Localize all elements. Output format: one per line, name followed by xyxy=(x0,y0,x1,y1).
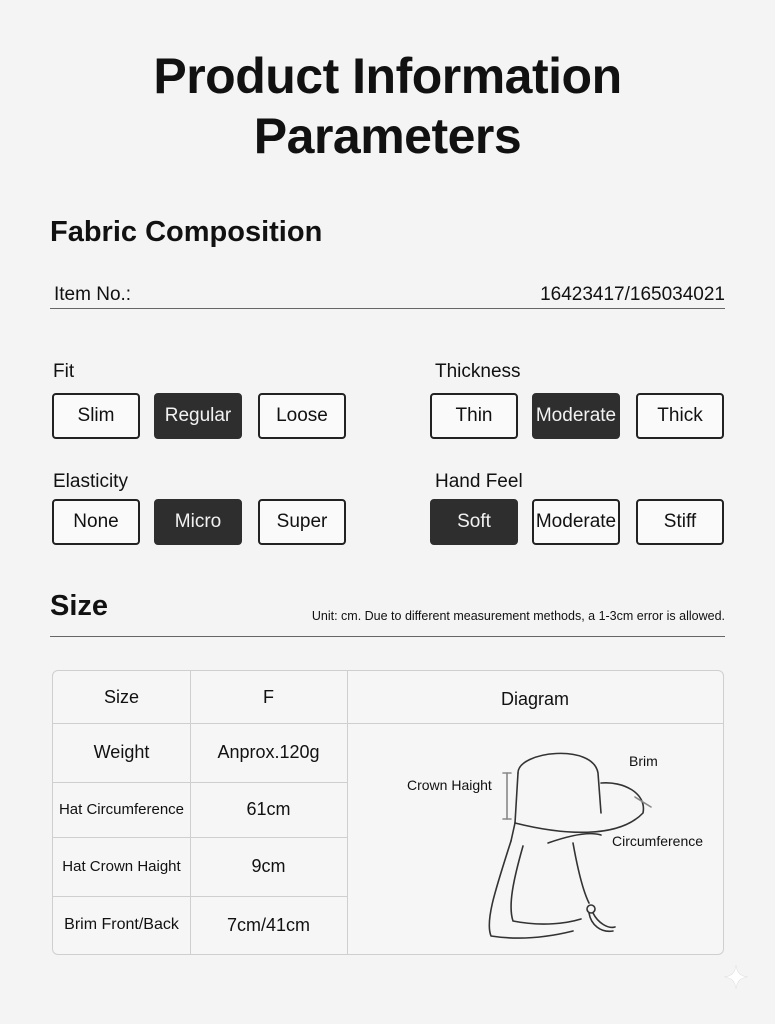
row-crown-label: Hat Crown Haight xyxy=(62,858,181,875)
row-brim-label: Brim Front/Back xyxy=(64,916,179,933)
fit-label: Fit xyxy=(53,361,75,382)
page-title xyxy=(0,46,775,166)
row-circumference-label: Hat Circumference xyxy=(58,801,185,818)
row-weight-value: Anprox.120g xyxy=(217,742,320,762)
thickness-option-thick: Thick xyxy=(636,393,724,439)
title-line-1: Product Information xyxy=(153,48,622,104)
hand-feel-option-moderate: Moderate xyxy=(532,499,620,545)
elasticity-option-super: Super xyxy=(258,499,346,545)
fit-option-slim: Slim xyxy=(52,393,140,439)
thickness-label: Thickness xyxy=(435,361,521,382)
diagram-label-brim: Brim xyxy=(629,753,658,769)
fabric-heading: Fabric Composition xyxy=(50,216,323,248)
row-circumference-value: 61cm xyxy=(246,799,291,819)
elasticity-option-micro: Micro xyxy=(154,499,242,545)
size-table xyxy=(52,670,724,955)
elasticity-option-none: None xyxy=(52,499,140,545)
item-number-value: 16423417/165034021 xyxy=(540,284,725,305)
row-brim-value: 7cm/41cm xyxy=(226,914,311,935)
elasticity-label: Elasticity xyxy=(53,471,128,492)
fit-option-regular: Regular xyxy=(154,393,242,439)
fit-option-loose: Loose xyxy=(258,393,346,439)
row-weight-label: Weight xyxy=(93,742,150,762)
item-number-label: Item No.: xyxy=(54,284,132,305)
header-size: Size xyxy=(103,686,139,707)
row-crown-value: 9cm xyxy=(251,856,286,876)
header-diagram: Diagram xyxy=(500,688,570,709)
header-f: F xyxy=(263,686,274,707)
thickness-option-thin: Thin xyxy=(430,393,518,439)
hand-feel-option-soft: Soft xyxy=(430,499,518,545)
sparkle-icon xyxy=(723,964,749,990)
size-divider xyxy=(50,636,725,637)
thickness-option-moderate: Moderate xyxy=(532,393,620,439)
size-heading: Size xyxy=(50,590,109,622)
hand-feel-label: Hand Feel xyxy=(435,471,523,492)
unit-note: Unit: cm. Due to different measurement methods, a 1-3cm error is allowed. xyxy=(311,609,725,623)
hand-feel-option-stiff: Stiff xyxy=(636,499,724,545)
diagram-label-circumference: Circumference xyxy=(612,833,704,849)
title-line-2: Parameters xyxy=(253,108,522,164)
diagram-label-crown: Crown Haight xyxy=(407,777,492,793)
item-divider xyxy=(50,308,725,309)
